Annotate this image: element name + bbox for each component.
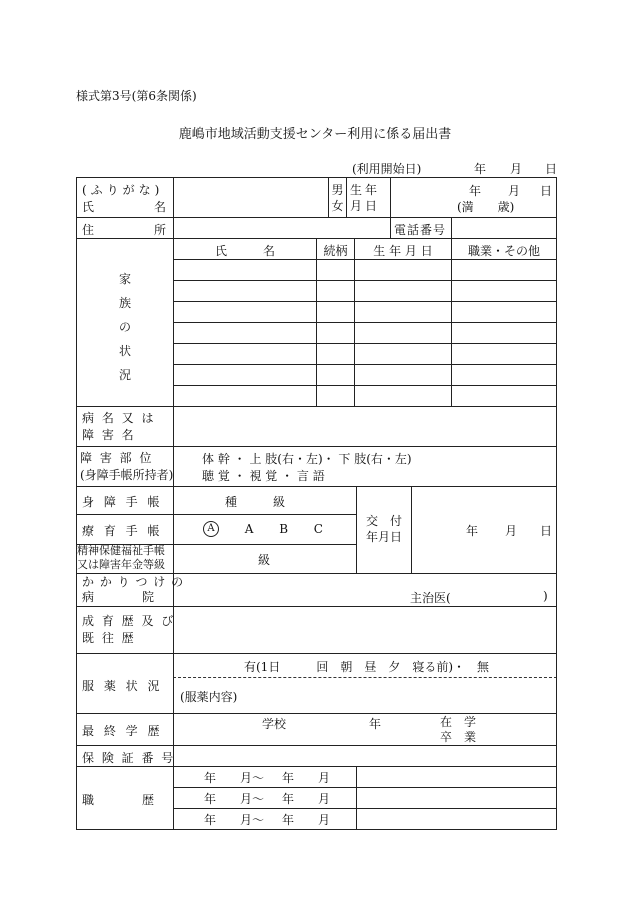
furigana-label: (ふりがな) xyxy=(82,183,164,197)
form-number: 様式第3号(第6条関係) xyxy=(76,89,197,103)
education-school: 学校 xyxy=(262,717,287,731)
age-field: (満 歳) xyxy=(457,200,515,214)
issue-month: 月 xyxy=(505,524,518,538)
grade-a: A xyxy=(244,522,254,536)
birth-label: 生年 月日 xyxy=(350,183,381,213)
medication-options[interactable]: 有(1日 回 朝 昼 夕 寝る前)・ 無 xyxy=(244,660,489,674)
issue-day: 日 xyxy=(540,524,553,538)
doctor-close-paren: ) xyxy=(543,589,548,603)
physical-handbook-grade[interactable]: 種 級 xyxy=(225,495,286,509)
medication-label: 服 薬 状 況 xyxy=(82,679,163,693)
education-status[interactable]: 在 学 卒 業 xyxy=(440,715,477,744)
family-header-name: 氏 名 xyxy=(214,244,275,258)
illness-input[interactable] xyxy=(174,407,556,446)
insurance-label: 保 険 証 番 号 xyxy=(82,751,176,765)
insurance-input[interactable] xyxy=(174,746,556,765)
form-title: 鹿嶋市地域活動支援センター利用に係る届出書 xyxy=(178,127,452,142)
disability-part-label: 障 害 部 位 (身障手帳所持者) xyxy=(80,451,174,482)
education-year: 年 xyxy=(369,717,382,731)
address-input[interactable] xyxy=(174,218,389,238)
medication-content-label: (服薬内容) xyxy=(180,690,238,704)
career-label: 職 歴 xyxy=(82,793,155,807)
hospital-label: か か り つ け の 病 院 xyxy=(82,575,185,604)
grade-a-circled: A xyxy=(203,521,219,537)
birth-month: 月 xyxy=(508,184,521,198)
sex-field[interactable]: 男 女 xyxy=(331,183,344,213)
name-label: 氏 名 xyxy=(82,200,166,214)
family-label: 家 族 の 状 況 xyxy=(118,272,131,382)
start-year: 年 xyxy=(474,162,487,176)
issue-date-label: 交 付 年月日 xyxy=(365,514,402,544)
rehab-handbook-label: 療 育 手 帳 xyxy=(82,524,163,538)
career-row[interactable]: 年 月〜 年 月 xyxy=(204,792,331,806)
start-day: 日 xyxy=(545,162,558,176)
family-header-relation: 続柄 xyxy=(323,244,348,258)
name-input[interactable] xyxy=(174,178,327,217)
birth-year: 年 xyxy=(469,184,482,198)
address-label: 住 所 xyxy=(82,223,166,237)
start-date-label: (利用開始日) xyxy=(352,162,422,176)
rehab-handbook-grades[interactable] xyxy=(203,521,323,537)
family-header-occupation: 職業・その他 xyxy=(467,244,540,258)
mental-handbook-grade[interactable]: 級 xyxy=(258,553,271,567)
disability-part-options[interactable]: 体 幹 ・ 上 肢(右・左)・ 下 肢(右・左) 聴 覚 ・ 視 覚 ・ 言 語 xyxy=(202,452,412,483)
phone-label: 電話番号 xyxy=(394,223,447,237)
career-row[interactable]: 年 月〜 年 月 xyxy=(204,813,331,827)
mental-handbook-label: 精神保健福祉手帳 又は障害年金等級 xyxy=(77,544,165,571)
family-header-birth: 生 年 月 日 xyxy=(373,244,433,258)
education-label: 最 終 学 歴 xyxy=(82,724,163,738)
issue-year: 年 xyxy=(466,524,479,538)
grade-c: C xyxy=(313,522,323,536)
start-month: 月 xyxy=(510,162,523,176)
phone-input[interactable] xyxy=(452,218,556,238)
birth-day: 日 xyxy=(540,184,553,198)
hospital-input[interactable] xyxy=(174,574,404,605)
history-input[interactable] xyxy=(174,607,556,653)
illness-label: 病 名 又 は 障 害 名 xyxy=(82,411,156,442)
physical-handbook-label: 身 障 手 帳 xyxy=(82,495,163,509)
grade-b: B xyxy=(279,522,289,536)
history-label: 成 育 歴 及 び 既 往 歴 xyxy=(82,614,176,645)
doctor-label: 主治医( xyxy=(410,591,451,605)
career-row[interactable]: 年 月〜 年 月 xyxy=(204,771,331,785)
